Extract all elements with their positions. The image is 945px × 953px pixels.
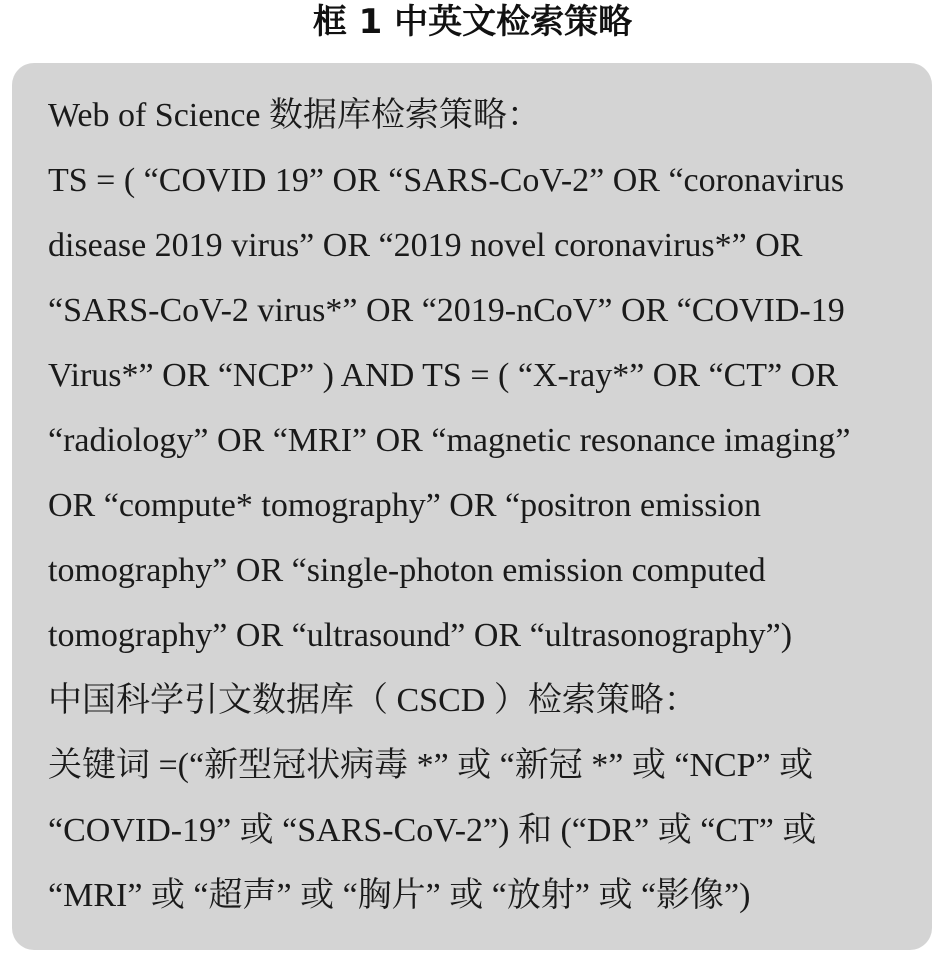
wos-query-line: Virus*” OR “NCP” ) AND TS = ( “X-ray*” OR “CT” OR [48, 357, 838, 394]
cscd-query-line: “MRI” 或 “超声” 或 “胸片” 或 “放射” 或 “影像”) [48, 877, 751, 914]
cscd-heading: 中国科学引文数据库（ CSCD ）检索策略： [48, 682, 698, 719]
wos-query-line: tomography” OR “single-photon emission computed [48, 552, 766, 589]
box-title: 框 1 中英文检索策略 [312, 2, 633, 42]
cscd-query-line: 关键词 =(“新型冠状病毒 *” 或 “新冠 *” 或 “NCP” 或 [48, 747, 814, 784]
wos-query-line: OR “compute* tomography” OR “positron emission [48, 487, 761, 524]
cscd-query-line: “COVID-19” 或 “SARS-CoV-2”) 和 (“DR” 或 “CT” 或 [48, 812, 817, 849]
search-strategy-box [12, 63, 932, 950]
wos-query-line: “radiology” OR “MRI” OR “magnetic resonance imaging” [48, 422, 851, 459]
wos-query-line: “SARS-CoV-2 virus*” OR “2019-nCoV” OR “COVID-19 [48, 292, 845, 329]
wos-query-line: tomography” OR “ultrasound” OR “ultrasonography”) [48, 617, 793, 654]
wos-heading: Web of Science 数据库检索策略： [48, 97, 541, 134]
wos-query-line: TS = ( “COVID 19” OR “SARS-CoV-2” OR “coronavirus [48, 162, 845, 199]
wos-query-line: disease 2019 virus” OR “2019 novel coronavirus*” OR [48, 227, 803, 264]
